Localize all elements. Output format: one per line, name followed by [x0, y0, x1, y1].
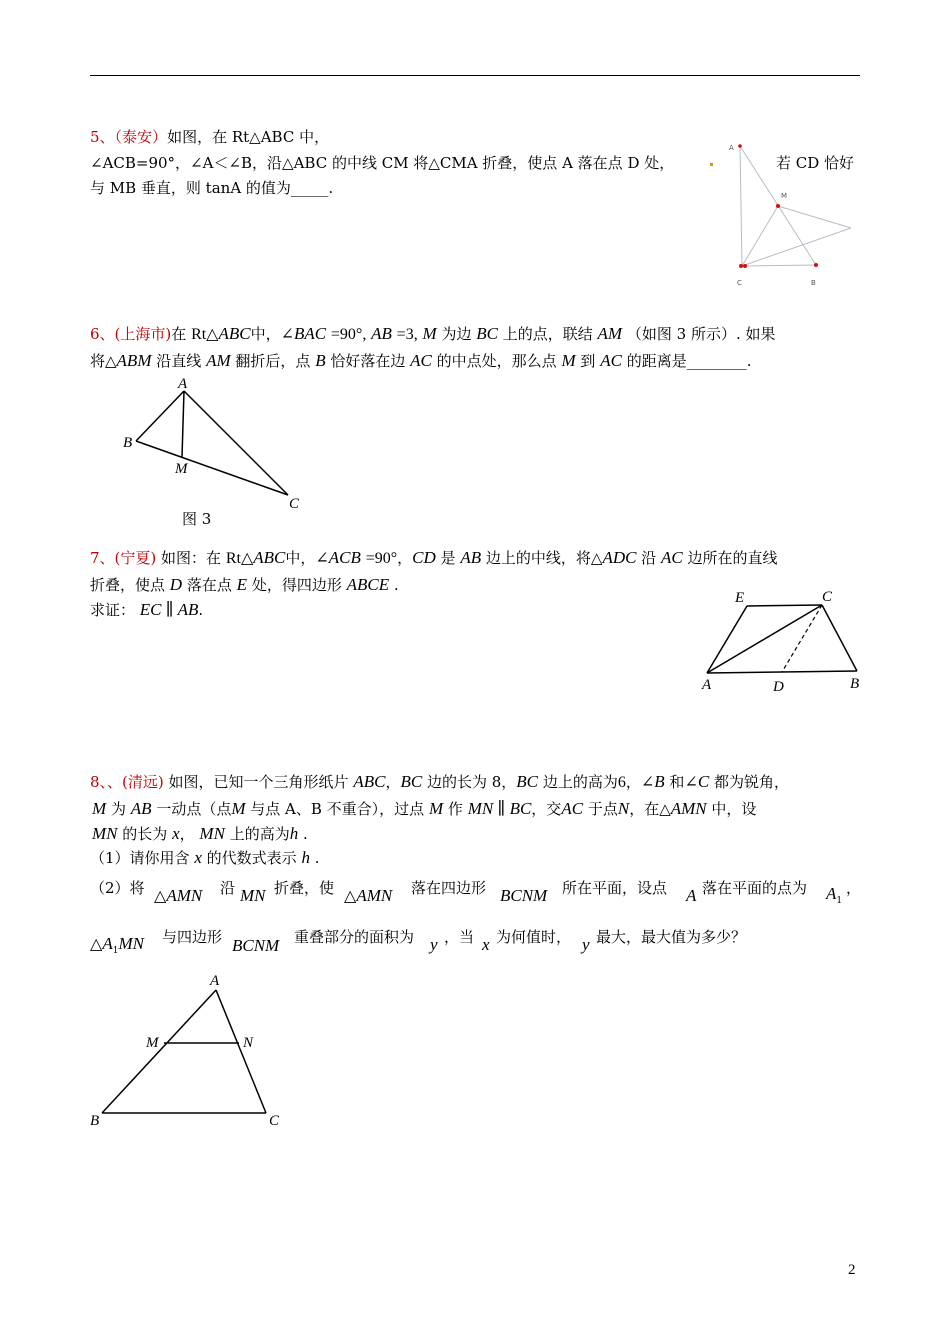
- p6-math: BAC: [294, 324, 327, 343]
- p6-text: 为边: [441, 325, 472, 343]
- p8-math: A: [826, 884, 837, 903]
- p8-figure: [86, 970, 306, 1130]
- p5-line-2: [90, 153, 674, 173]
- p7-text: 是: [440, 549, 456, 567]
- p8-line-5l: [846, 878, 861, 898]
- p8-text: 中，设: [711, 800, 757, 818]
- p7-text: 边所在的直线: [687, 549, 778, 567]
- p5-label-b: B: [811, 279, 816, 287]
- p8-line-5e: [344, 886, 392, 907]
- p8-text: 都为锐角，: [713, 773, 789, 791]
- p8-text: 于点: [587, 800, 618, 818]
- p6-source: (上海市): [114, 325, 172, 343]
- p8-text: 所在平面，设点: [562, 879, 668, 897]
- p7-text: 如图：在: [161, 549, 222, 567]
- p7-math: Rt△: [225, 550, 254, 567]
- p7-label-e: E: [735, 590, 745, 606]
- p7-math: EC ∥ AB: [139, 600, 199, 619]
- p6-math: =90°,: [330, 326, 367, 343]
- p8-math: ∠: [684, 774, 698, 791]
- p7-source: (宁夏): [114, 549, 157, 567]
- p8-text: 的长为: [122, 825, 168, 843]
- p7-text: 落在点: [186, 576, 232, 594]
- p8-subscript: 1: [836, 896, 843, 906]
- p8-line-2: [92, 799, 756, 819]
- p6-text: 沿直线: [156, 352, 202, 370]
- p8-math: BC: [516, 772, 539, 791]
- p5-point-m: [776, 204, 780, 208]
- p8-math: x: [194, 848, 202, 867]
- p7-line-2: [90, 575, 399, 595]
- p7-math: CD: [412, 548, 436, 567]
- p7-math: ADC: [602, 548, 637, 567]
- p5-figure: [728, 142, 858, 292]
- p8-text: 落在平面的点为: [702, 879, 808, 897]
- p8-math: △: [90, 936, 103, 953]
- p5-label-a: A: [729, 144, 734, 152]
- p5-point-b: [814, 263, 818, 267]
- p5-line-3: [90, 178, 333, 198]
- p5-point-a: [738, 144, 742, 148]
- p8-line-4: [90, 848, 320, 868]
- p8-text: 落在四边形: [411, 879, 487, 897]
- p7-text: .: [198, 601, 204, 619]
- p8-line-5i: [686, 886, 696, 906]
- p8-text: ，在△: [629, 800, 671, 818]
- p8-text: （1）请你用含: [90, 849, 190, 867]
- p7-text: .: [393, 576, 399, 594]
- p8-line-5a: [154, 886, 202, 907]
- p8-text: 上的高为: [229, 825, 290, 843]
- p6-figure: [118, 373, 318, 513]
- p6-text: 上的点，联结: [502, 325, 593, 343]
- p8-math: A: [686, 886, 697, 905]
- p8-text: 与四边形: [162, 928, 223, 946]
- p8-math: h: [289, 824, 299, 843]
- p7-line-3: [90, 600, 203, 620]
- p8-line-5c: [240, 886, 266, 906]
- p8-math: AMN: [356, 886, 393, 905]
- p6-math: ABC: [218, 324, 251, 343]
- p8-line-5j: [702, 878, 807, 898]
- p8-math: N: [617, 799, 630, 818]
- p8-line-5g: [500, 886, 547, 906]
- p7-math: AB: [460, 548, 482, 567]
- p6-figure-caption: 图 3: [182, 510, 212, 528]
- p8-text: 边的长为 8，: [426, 773, 517, 791]
- p8-line-5: [90, 878, 145, 898]
- p8-line-6b: [232, 936, 279, 956]
- p8-math: x: [172, 824, 180, 843]
- p6-number: 6、: [90, 325, 115, 343]
- p7-text: 折叠，使点: [90, 576, 166, 594]
- p8-line-6e: [444, 927, 474, 947]
- p8-math: 6: [617, 774, 626, 791]
- p6-math: Rt△: [191, 326, 219, 343]
- p8-text: ，: [625, 773, 641, 791]
- p6-text: 的中点处，那么点: [436, 352, 557, 370]
- p8-number: 8、: [90, 773, 108, 791]
- p7-label-d: D: [773, 679, 784, 695]
- p6-text: 中，: [250, 325, 281, 343]
- p6-math: AM: [206, 351, 231, 370]
- p7-label-b: B: [850, 676, 860, 692]
- p8-text: ，: [846, 879, 862, 897]
- p8-math: y: [582, 935, 590, 954]
- p8-math: AC: [561, 799, 584, 818]
- p6-label-a: A: [178, 376, 188, 392]
- p8-math: M: [231, 799, 246, 818]
- p8-line-6f: [482, 935, 490, 955]
- p8-text: （2）将: [90, 879, 145, 897]
- p8-line-5b: [220, 878, 235, 898]
- p6-text: （如图 3 所示）. 如果: [626, 325, 776, 343]
- p8-math: BCNM: [232, 936, 280, 955]
- p8-text: 的代数式表示: [206, 849, 297, 867]
- p7-math: ∠: [315, 550, 329, 567]
- p7-math: ACB: [328, 548, 361, 567]
- p6-text: 在: [171, 325, 187, 343]
- p8-text: ，: [179, 825, 195, 843]
- p7-text: 边上的中线，将△: [485, 549, 603, 567]
- p8-math: B: [654, 772, 665, 791]
- p8-text: ，当: [444, 928, 475, 946]
- p6-math: B: [315, 351, 326, 370]
- p8-math: △: [154, 888, 167, 905]
- p6-math: AM: [597, 324, 623, 343]
- p8-text: 最大，最大值为多少？: [596, 928, 747, 946]
- p8-math: MN: [199, 824, 225, 843]
- p8-math: x: [482, 935, 490, 954]
- p7-label-c: C: [822, 589, 833, 605]
- p5-text-2b: 若 CD 恰好: [776, 154, 855, 172]
- p8-math: A: [102, 934, 113, 953]
- p6-text: 恰好落在边: [330, 352, 406, 370]
- p8-line-5d: [274, 878, 334, 898]
- p7-math: AC: [661, 548, 683, 567]
- p8-label-n: N: [243, 1035, 254, 1051]
- p7-math: ABC: [253, 548, 286, 567]
- header-rule: [90, 75, 860, 76]
- p8-text: .: [303, 825, 308, 843]
- p8-line-5h: [562, 878, 667, 898]
- p7-text: 求证：: [90, 601, 136, 619]
- p7-text: 处，得四边形: [251, 576, 342, 594]
- p5-line-1: [90, 127, 329, 147]
- p6-label-b: B: [123, 435, 133, 451]
- p6-text: 翻折后，点: [235, 352, 311, 370]
- p8-source: 、(清远): [107, 773, 164, 791]
- p8-math: ∠: [640, 774, 655, 791]
- p8-math: AMN: [166, 886, 203, 905]
- p8-math: AB: [130, 799, 152, 818]
- p8-text: 沿: [220, 879, 236, 897]
- p5-text-1: 如图，在 Rt△ABC 中，: [167, 128, 330, 146]
- p8-line-6a: [162, 927, 222, 947]
- p8-line-6c: [294, 927, 414, 947]
- p5-point-c2: [743, 264, 747, 268]
- p8-subscript: 1: [112, 946, 119, 956]
- p8-line-5f: [411, 878, 486, 898]
- p6-math: M: [422, 324, 437, 343]
- p8-line-3: [92, 824, 308, 844]
- p8-math: AMN: [670, 799, 707, 818]
- p7-label-a: A: [702, 677, 712, 693]
- p8-line-6h: [582, 935, 590, 955]
- p6-math: AC: [410, 351, 432, 370]
- p7-math: D: [169, 575, 183, 594]
- p5-label-c: C: [737, 279, 742, 287]
- p8-math: △: [344, 888, 357, 905]
- p8-text: 边上的高为: [542, 773, 618, 791]
- p8-math: y: [430, 935, 438, 954]
- p8-label-a: A: [210, 973, 220, 989]
- p8-text: 重叠部分的面积为: [294, 928, 415, 946]
- p6-math: ABM: [116, 351, 152, 370]
- p6-text: 的距离是________.: [626, 352, 752, 370]
- p8-label-c: C: [269, 1113, 280, 1129]
- p8-text: 如图，已知一个三角形纸片: [168, 773, 349, 791]
- p7-math: E: [236, 575, 248, 594]
- p8-math: BC: [400, 772, 423, 791]
- p8-label-b: B: [90, 1113, 100, 1129]
- p8-label-m: M: [146, 1035, 159, 1051]
- p8-line-6i: [596, 927, 746, 947]
- p8-math: BCNM: [500, 886, 548, 905]
- p8-text: 和: [669, 773, 685, 791]
- p8-text: 作: [447, 800, 463, 818]
- p5-source: （泰安）: [114, 128, 168, 146]
- p5-number: 5、: [90, 128, 115, 146]
- p8-math: C: [697, 772, 710, 791]
- page-number: 2: [848, 1262, 856, 1278]
- p5-point-c: [739, 264, 743, 268]
- p5-stray-dot: [710, 163, 713, 166]
- p8-line-5k: [826, 884, 842, 911]
- p8-line-1: [90, 772, 789, 793]
- p8-math: M: [92, 799, 107, 818]
- p8-text: 一动点（点: [156, 800, 232, 818]
- p6-math: AC: [600, 351, 622, 370]
- p6-math: AB: [371, 324, 392, 343]
- p7-figure: [695, 585, 875, 705]
- p8-text: .: [314, 849, 320, 867]
- p6-math: M: [561, 351, 576, 370]
- p8-math: ABC: [353, 772, 386, 791]
- p5-label-m: M: [781, 192, 788, 200]
- p7-number: 7、: [90, 549, 115, 567]
- p8-text: ，交: [531, 800, 562, 818]
- p6-math: ∠: [280, 326, 295, 343]
- p8-text: 为何值时，: [496, 928, 572, 946]
- p8-text: 折叠，使: [274, 879, 335, 897]
- p8-math: MN: [92, 824, 118, 843]
- p7-text: ，: [397, 549, 413, 567]
- p7-math: ABCE: [346, 575, 390, 594]
- p6-line-1: [90, 324, 776, 345]
- p8-line-6: [90, 934, 144, 961]
- p6-text: 将△: [90, 352, 117, 370]
- p8-math: MN ∥ BC: [467, 799, 532, 818]
- p8-line-6d: [430, 935, 438, 955]
- p6-label-m: M: [175, 461, 188, 477]
- p7-text: 沿: [641, 549, 657, 567]
- p6-text: 到: [580, 352, 596, 370]
- p8-line-6g: [496, 927, 571, 947]
- p7-text: 中，: [285, 549, 316, 567]
- p8-math: MN: [240, 886, 266, 905]
- p5-text-2a: ∠ACB=90°，∠A＜∠B，沿△ABC 的中线 CM 将△CMA 折叠，使点 A 落在点 D 处，: [90, 154, 675, 172]
- p6-label-c: C: [289, 496, 300, 512]
- p8-math: h: [301, 848, 310, 867]
- p8-math: M: [428, 799, 444, 818]
- p7-line-1: [90, 548, 778, 569]
- p8-math: MN: [118, 934, 144, 953]
- p5-text-3: 与 MB 垂直，则 tanA 的值为_____.: [90, 179, 334, 197]
- p8-text: 为: [110, 800, 126, 818]
- p7-math: =90°: [365, 550, 398, 567]
- p8-text: ，: [385, 773, 401, 791]
- p6-math: =3,: [396, 326, 418, 343]
- p6-line-2: [90, 351, 752, 371]
- p6-math: BC: [476, 324, 498, 343]
- p8-text: 与点 A、B 不重合），过点: [250, 800, 425, 818]
